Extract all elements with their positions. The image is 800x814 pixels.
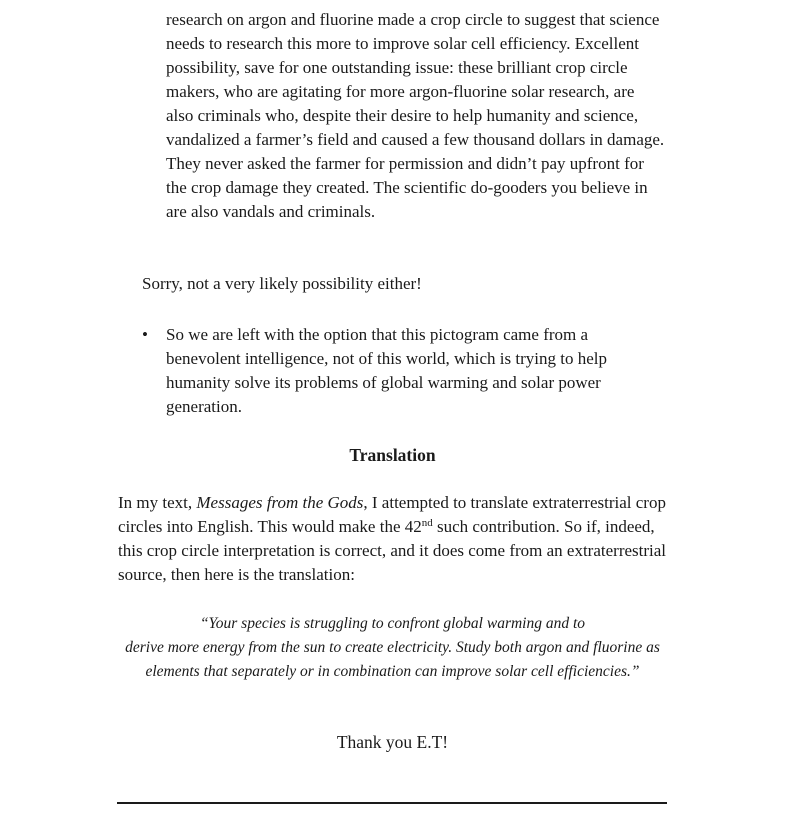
quote-line-1: “Your species is struggling to confront global warming and to <box>199 615 586 632</box>
translation-paragraph <box>118 491 670 587</box>
translation-text-part3: such contribution. So if, indeed, this crop circle interpretation is correct, and it does come from an extraterrestrial source, then here is the translation: <box>118 517 667 584</box>
closing-line: Thank you E.T! <box>336 732 449 752</box>
ordinal-suffix: nd <box>421 517 433 529</box>
translation-text-part2: , I attempted to translate extraterrestrial crop circles into English. This would make the 42 <box>118 493 666 536</box>
book-title: Messages from the Gods <box>196 493 364 512</box>
bullet-text: So we are left with the option that this pictogram came from a benevolent intelligence, not of this world, which is trying to help humanity solve its problems of global warming and solar power generation. <box>166 325 607 416</box>
page-divider <box>117 802 667 804</box>
continued-paragraph: research on argon and fluorine made a crop circle to suggest that science needs to research this more to improve solar cell efficiency. Excellent possibility, save for one outstanding issue: these brilliant crop circle makers, who are agitating for more argon-fluorine solar research, are also criminals who, despite their desire to help humanity and science, vandalized a farmer’s field and caused a few thousand dollars in damage. They never asked the farmer for permission and didn’t pay upfront for the crop damage they created. The scientific do-gooders you believe in are also vandals and criminals. <box>166 10 665 221</box>
section-heading: Translation <box>349 445 436 465</box>
quote-line-3: elements that separately or in combination can improve solar cell efficiencies.” <box>145 663 640 680</box>
sorry-line: Sorry, not a very likely possibility either! <box>142 274 422 293</box>
translation-quote <box>118 612 667 684</box>
translation-text-part1: In my text, <box>118 493 197 512</box>
bullet-marker: • <box>142 325 148 344</box>
quote-line-2: derive more energy from the sun to create electricity. Study both argon and fluorine as <box>125 639 660 656</box>
